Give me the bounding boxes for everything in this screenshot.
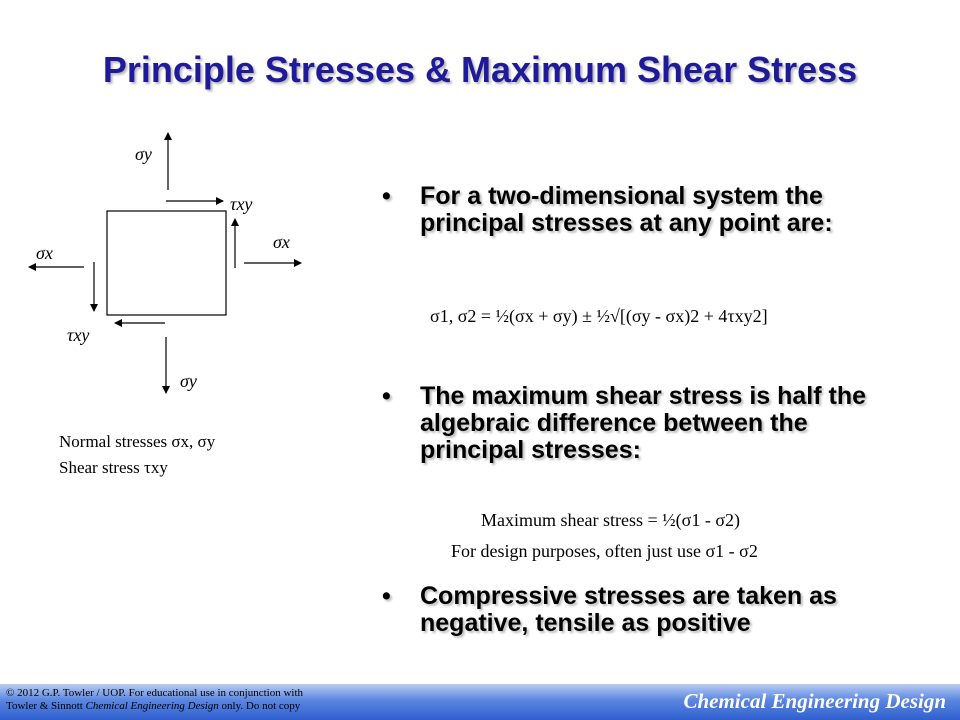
copyright-line-2 — [6, 700, 406, 713]
tau-xy-top-label: τxy — [230, 194, 253, 214]
bullet-dot: • — [382, 382, 391, 410]
sigma-y-top-label: σy — [135, 144, 152, 164]
copyright-notice — [6, 687, 406, 713]
tau-xy-left-label: τxy — [67, 325, 90, 345]
bullet-text: For a two-dimensional system the principal stresses at any point are: — [420, 182, 833, 237]
bullet-text: Compressive stresses are taken as negative, tensile as positive — [420, 582, 837, 637]
bullet-text: The maximum shear stress is half the algebraic difference between the principal stresses: — [420, 382, 867, 464]
sigma-x-right-label: σx — [273, 232, 290, 252]
copyright-book-title: Chemical Engineering Design — [85, 700, 219, 712]
footer-bar — [0, 684, 960, 720]
bullet-dot: • — [382, 182, 391, 210]
legend-normal-stresses: Normal stresses σx, σy — [59, 432, 216, 451]
equation-max-shear: Maximum shear stress = ½(σ1 - σ2) — [481, 510, 741, 530]
equation-principal-stresses: σ1, σ2 = ½(σx + σy) ± ½√[(σy - σx)2 + 4τxy2] — [430, 306, 768, 326]
copyright-authors: Towler & Sinnott — [6, 700, 86, 712]
bullet-dot: • — [382, 582, 391, 610]
copyright-restriction: only. Do not copy — [218, 700, 301, 712]
equation-design-note: For design purposes, often just use σ1 - σ2 — [451, 541, 758, 561]
sigma-y-bottom-label: σy — [180, 371, 197, 391]
copyright-line-1: © 2012 G.P. Towler / UOP. For educational use in conjunction with — [6, 687, 304, 699]
brand-title: Chemical Engineering Design — [683, 689, 946, 713]
slide-title: Principle Stresses & Maximum Shear Stress — [102, 49, 858, 90]
stress-element-diagram — [0, 0, 360, 500]
sigma-x-left-label: σx — [36, 243, 53, 263]
bullet-sign-convention — [382, 583, 902, 637]
bullet-max-shear — [382, 383, 902, 464]
legend-shear-stress: Shear stress τxy — [59, 458, 168, 477]
bullet-principal-stresses — [382, 183, 902, 237]
stress-element-square — [107, 211, 226, 315]
